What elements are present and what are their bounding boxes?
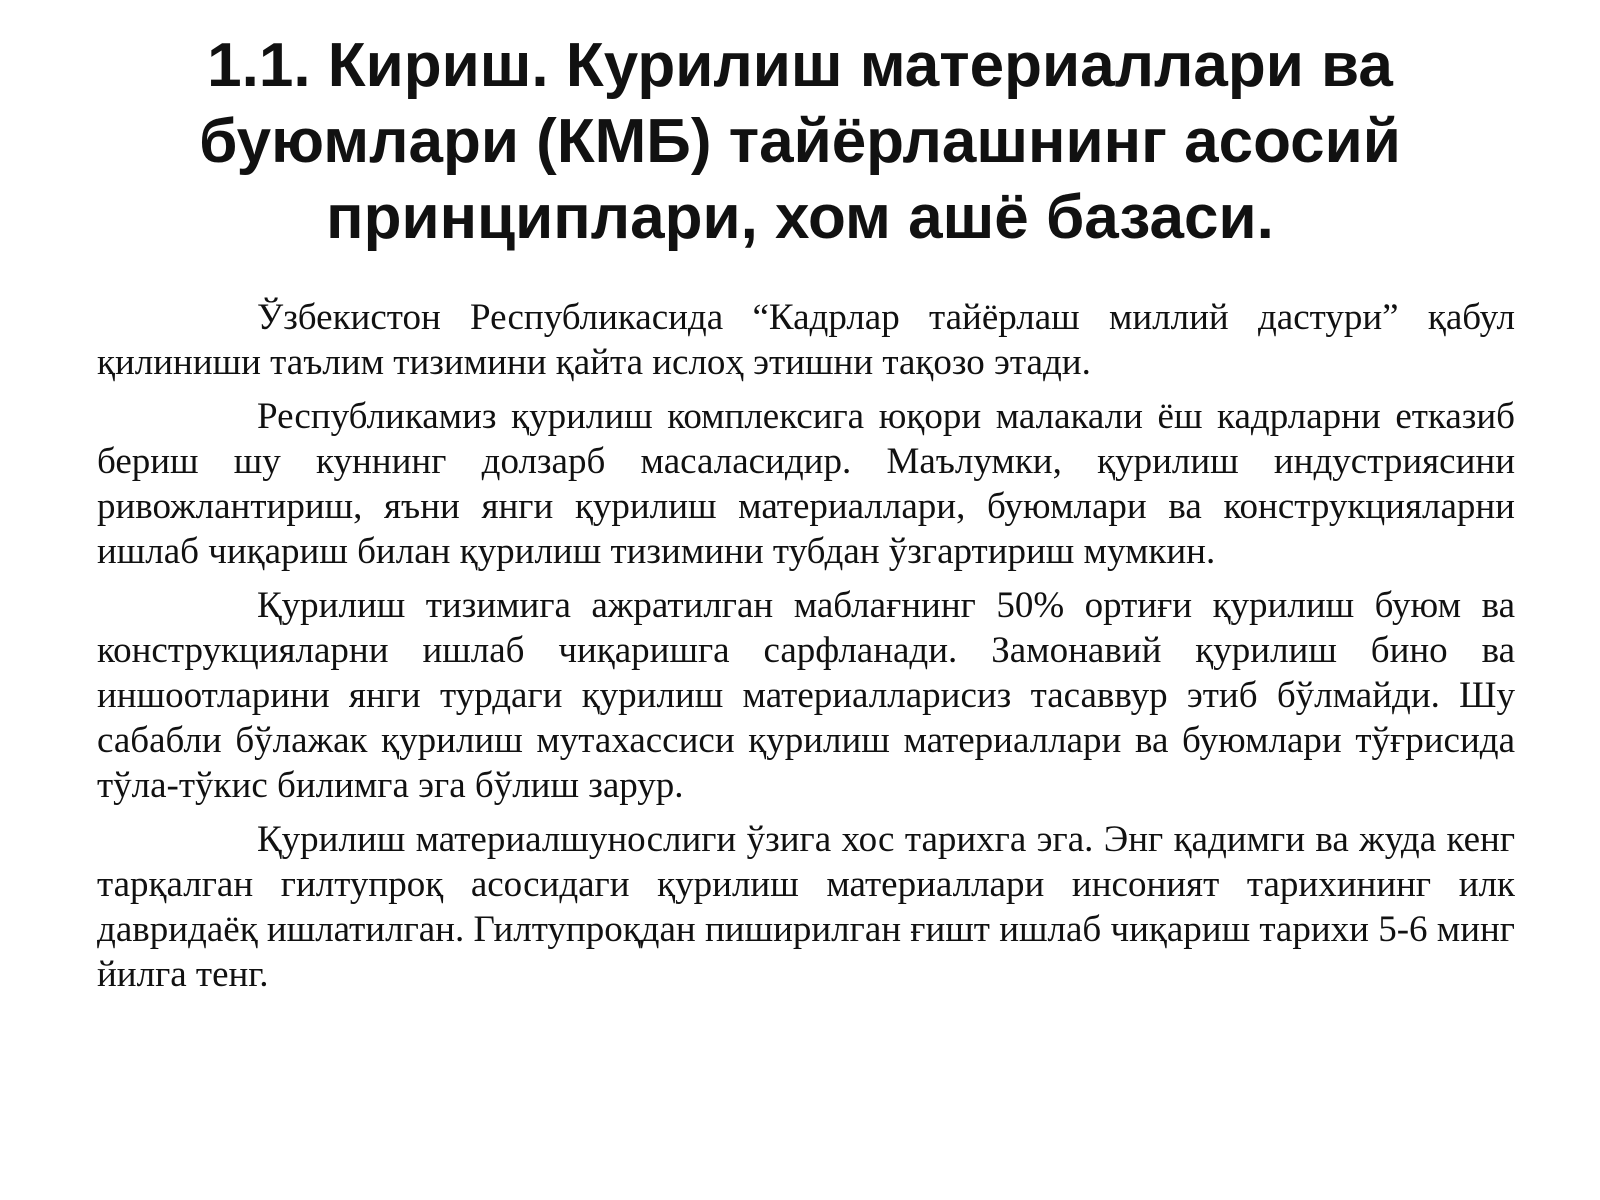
paragraph-3: Қурилиш тизимига ажратилган маблағнинг 50% ортиғи қурилиш буюм ва конструкцияларни ишлаб чиқаришга сарфланади. Замонавий қурилиш бино ва иншоотларини янги турдаги қурилиш материалларисиз тасаввур этиб бўлмайди. Шу сабабли бўлажак қурилиш мутахассиси қурилиш материаллари ва буюмлари тўғрисида тўла-тўкис билимга эга бўлиш зарур. (97, 585, 1515, 806)
paragraph-4: Қурилиш материалшунослиги ўзига хос тарихга эга. Энг қадимги ва жуда кенг тарқалган гилтупроқ асосидаги қурилиш материаллари инсоният тарихининг илк давридаёқ ишлатилган. Гилтупроқдан пиширилган ғишт ишлаб чиқариш тарихи 5-6 минг йилга тенг. (97, 819, 1515, 995)
page-title: 1.1. Кириш. Курилиш материаллари ва буюмлари (КМБ) тайёрлашнинг асосий принциплари, хом ашё базаси. (199, 31, 1401, 252)
paragraph-2: Республикамиз қурилиш комплексига юқори малакали ёш кадрларни етказиб бериш шу куннинг долзарб масаласидир. Маълумки, қурилиш индустриясини ривожлантириш, яъни янги қурилиш материаллари, буюмлари ва конструкцияларни ишлаб чиқариш билан қурилиш тизимини тубдан ўзгартириш мумкин. (97, 396, 1515, 572)
body-text (97, 295, 1515, 1006)
paragraph-1: Ўзбекистон Республикасида “Кадрлар тайёрлаш миллий дастури” қабул қилиниши таълим тизимини қайта ислоҳ этишни тақозо этади. (97, 297, 1515, 383)
